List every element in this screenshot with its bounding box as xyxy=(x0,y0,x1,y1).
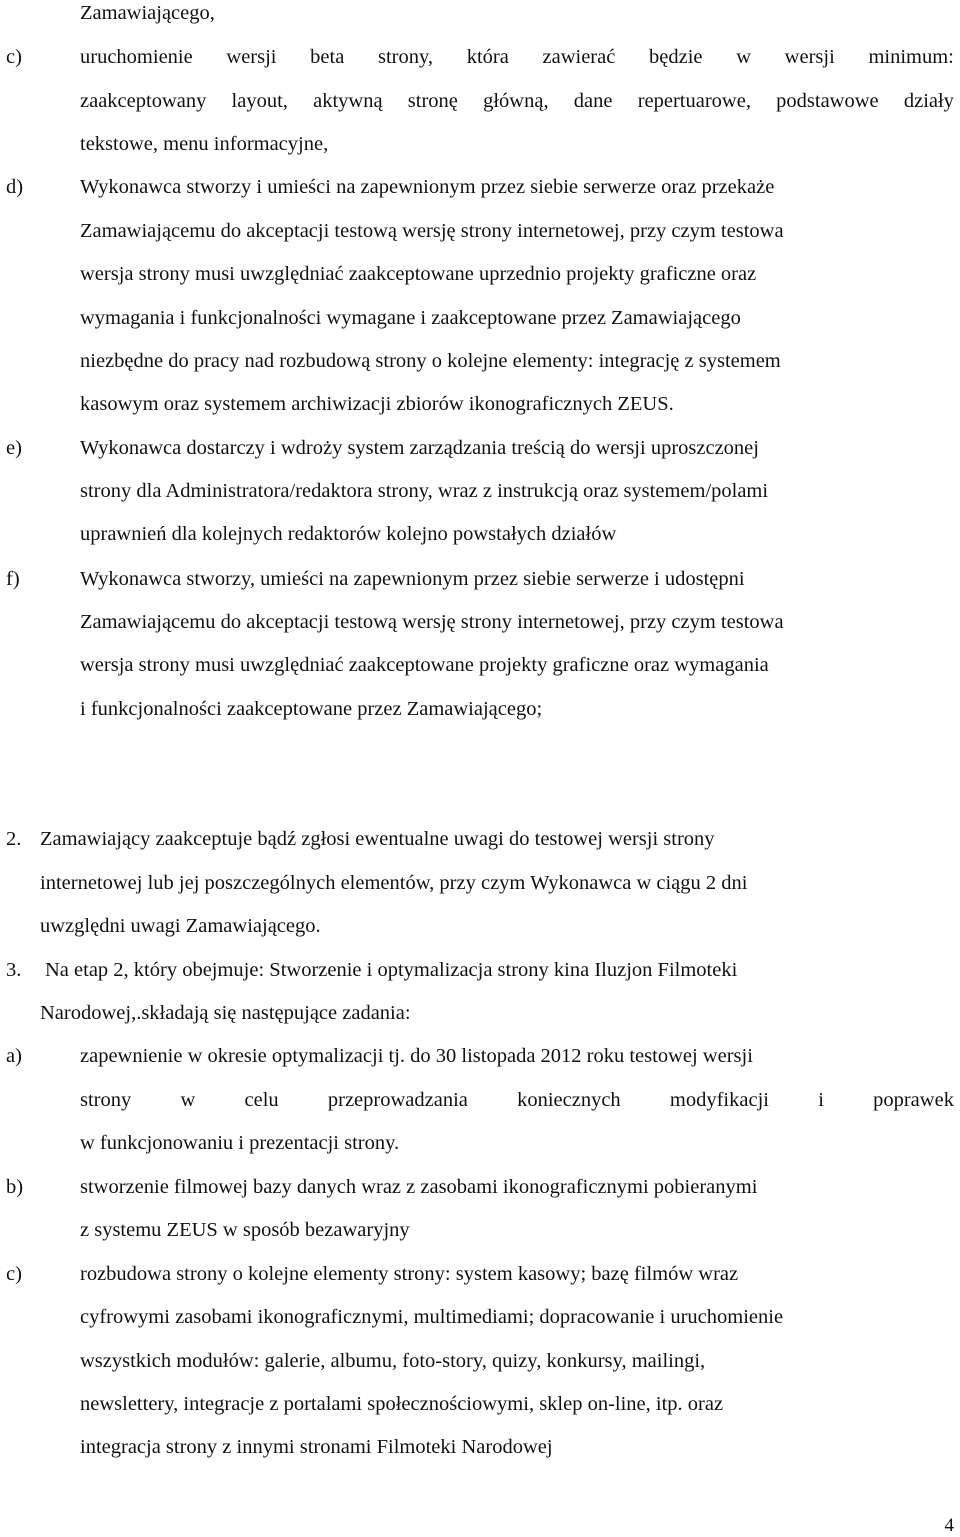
word: beta xyxy=(310,46,345,68)
point-label: 2. xyxy=(6,828,22,850)
paragraph-line: newslettery, integracje z portalami społecznościowymi, sklep on-line, itp. oraz xyxy=(80,1393,724,1415)
word: uruchomienie xyxy=(80,46,193,68)
item-label: c) xyxy=(6,46,22,68)
word: główną, xyxy=(483,90,549,112)
paragraph-line xyxy=(80,1088,954,1112)
paragraph-line: kasowym oraz systemem archiwizacji zbiorów ikonograficznych ZEUS. xyxy=(80,393,674,415)
item-label: e) xyxy=(6,437,22,459)
item-label: f) xyxy=(6,568,20,590)
word: podstawowe xyxy=(776,90,879,112)
word: w xyxy=(180,1089,196,1111)
paragraph-line: z systemu ZEUS w sposób bezawaryjny xyxy=(80,1219,410,1241)
word: celu xyxy=(244,1089,279,1111)
word: zaakceptowany xyxy=(80,90,207,112)
word: wersji xyxy=(226,46,277,68)
item-label: b) xyxy=(6,1176,24,1198)
word: dane xyxy=(573,90,613,112)
word: stronę xyxy=(407,90,458,112)
word: minimum: xyxy=(868,46,954,68)
word: działy xyxy=(903,90,954,112)
word: zawierać xyxy=(542,46,616,68)
paragraph-line: wersja strony musi uwzględniać zaakceptowane projekty graficzne oraz wymagania xyxy=(80,654,769,676)
paragraph-line: Zamawiający zaakceptuje bądź zgłosi ewentualne uwagi do testowej wersji strony xyxy=(40,828,715,850)
paragraph-line: internetowej lub jej poszczególnych elementów, przy czym Wykonawca w ciągu 2 dni xyxy=(40,872,748,894)
item-label: d) xyxy=(6,176,24,198)
word: i xyxy=(818,1089,824,1111)
paragraph-line: wymagania i funkcjonalności wymagane i zaakceptowane przez Zamawiającego xyxy=(80,307,741,329)
word: repertuarowe, xyxy=(637,90,751,112)
paragraph-line: Narodowej,.składają się następujące zadania: xyxy=(40,1002,411,1024)
paragraph-line: rozbudowa strony o kolejne elementy strony: system kasowy; bazę filmów wraz xyxy=(80,1263,739,1285)
page-number: 4 xyxy=(944,1515,954,1536)
paragraph-line: cyfrowymi zasobami ikonograficznymi, multimediami; dopracowanie i uruchomienie xyxy=(80,1306,784,1328)
paragraph-line: w funkcjonowaniu i prezentacji strony. xyxy=(80,1132,400,1154)
word: która xyxy=(466,46,509,68)
paragraph-line: uprawnień dla kolejnych redaktorów kolejno powstałych działów xyxy=(80,523,617,545)
paragraph-line xyxy=(80,45,954,69)
word: modyfikacji xyxy=(669,1089,769,1111)
paragraph-line: Na etap 2, który obejmuje: Stworzenie i optymalizacja strony kina Iluzjon Filmoteki xyxy=(45,959,738,981)
paragraph-line xyxy=(80,89,954,113)
paragraph-line: tekstowe, menu informacyjne, xyxy=(80,133,329,155)
paragraph-line: zapewnienie w okresie optymalizacji tj. do 30 listopada 2012 roku testowej wersji xyxy=(80,1045,753,1067)
word: aktywną xyxy=(313,90,383,112)
word: będzie xyxy=(649,46,703,68)
point-label: 3. xyxy=(6,959,22,981)
word: strony, xyxy=(378,46,434,68)
paragraph-line: Wykonawca stworzy, umieści na zapewnionym przez siebie serwerze i udostępni xyxy=(80,568,745,590)
paragraph-line: uwzględni uwagi Zamawiającego. xyxy=(40,915,321,937)
word: przeprowadzania xyxy=(327,1089,468,1111)
item-label: c) xyxy=(6,1263,22,1285)
paragraph-line: wersja strony musi uwzględniać zaakceptowane uprzednio projekty graficzne oraz xyxy=(80,263,757,285)
paragraph-line: Zamawiającemu do akceptacji testową wersję strony internetowej, przy czym testowa xyxy=(80,611,784,633)
paragraph-line: Wykonawca stworzy i umieści na zapewnionym przez siebie serwerze oraz przekaże xyxy=(80,176,775,198)
continuation-line: Zamawiającego, xyxy=(80,2,215,24)
paragraph-line: Wykonawca dostarczy i wdroży system zarządzania treścią do wersji uproszczonej xyxy=(80,437,759,459)
paragraph-line: stworzenie filmowej bazy danych wraz z zasobami ikonograficznymi pobieranymi xyxy=(80,1176,758,1198)
word: wersji xyxy=(784,46,835,68)
item-label: a) xyxy=(6,1045,22,1067)
word: koniecznych xyxy=(517,1089,621,1111)
paragraph-line: strony dla Administratora/redaktora strony, wraz z instrukcją oraz systemem/polami xyxy=(80,480,769,502)
word: w xyxy=(736,46,751,68)
paragraph-line: Zamawiającemu do akceptacji testową wersję strony internetowej, przy czym testowa xyxy=(80,220,784,242)
word: strony xyxy=(80,1089,132,1111)
paragraph-line: integracja strony z innymi stronami Filmoteki Narodowej xyxy=(80,1436,553,1458)
paragraph-line: niezbędne do pracy nad rozbudową strony o kolejne elementy: integrację z systemem xyxy=(80,350,781,372)
word: layout, xyxy=(231,90,288,112)
paragraph-line: wszystkich modułów: galerie, albumu, foto-story, quizy, konkursy, mailingi, xyxy=(80,1350,706,1372)
paragraph-line: i funkcjonalności zaakceptowane przez Zamawiającego; xyxy=(80,698,543,720)
word: poprawek xyxy=(873,1089,954,1111)
